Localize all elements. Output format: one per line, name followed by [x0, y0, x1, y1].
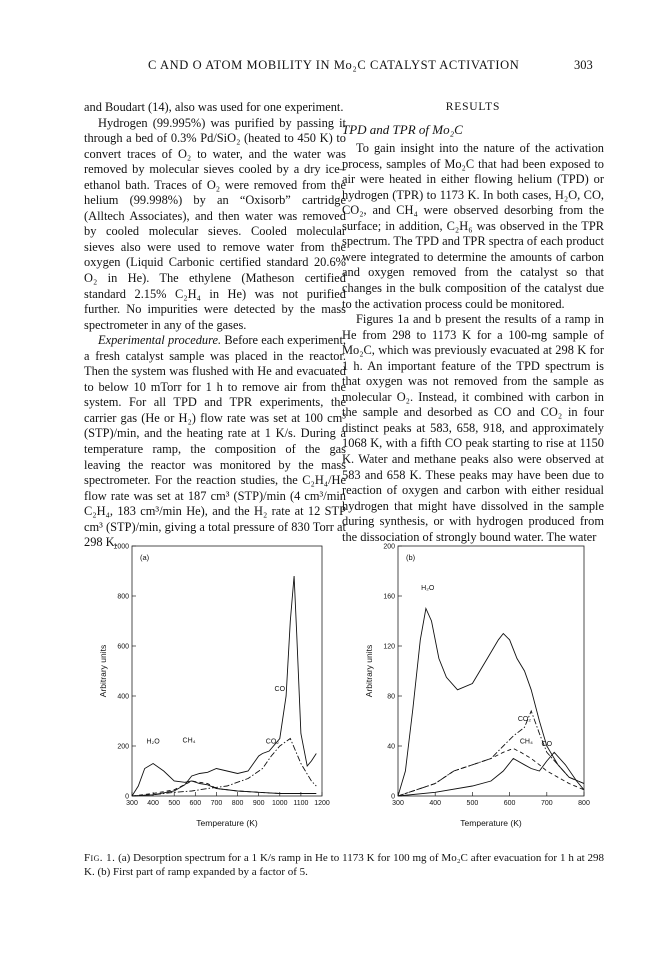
x-axis-label: Temperature (K) — [460, 818, 522, 828]
left-paragraph-1: and Boudart (14), also was used for one experiment. — [84, 100, 344, 114]
caption-label: Fig. 1. — [84, 852, 116, 864]
left-paragraph-3 — [84, 333, 346, 551]
x-tick-label: 700 — [210, 800, 223, 807]
running-title: C AND O ATOM MOBILITY IN Mo₂C CATALYST ACTIVATION — [148, 58, 520, 72]
page-number: 303 — [574, 58, 593, 72]
x-tick-label: 1000 — [271, 800, 288, 807]
y-tick-label: 80 — [387, 693, 395, 701]
y-axis-label: Arbitrary units — [98, 644, 108, 698]
section-heading: RESULTS — [445, 101, 501, 113]
y-tick-label: 40 — [387, 743, 395, 751]
series-label: CO — [274, 686, 286, 693]
series-label: H₂O — [421, 584, 435, 592]
figure-caption — [84, 852, 604, 879]
series-line — [398, 749, 584, 797]
x-tick-label: 400 — [147, 800, 159, 807]
series-label: CO₂ — [265, 738, 279, 746]
series-label: CO — [541, 741, 553, 748]
y-tick-label: 160 — [383, 593, 395, 601]
x-tick-label: 1200 — [314, 800, 330, 807]
x-tick-label: 500 — [466, 800, 479, 807]
y-tick-label: 800 — [117, 593, 129, 601]
right-paragraph-2: Figures 1a and b present the results of a ramp in He from 298 to 1173 K for a 100-mg sample of Mo₂C, which was previously evacuated at 298 K for 1 h. An important feature of the TPD spectrum is that oxygen was not removed from the sample as molecular O₂. Instead, it combined with carbon in the sample and desorbed as CO and CO₂ in four distinct peaks at 583, 658, 918, and approximately 1068 K, with a fifth CO peak starting to rise at 1150 K. Water and methane peaks also were observed at 583 and 658 K. These peaks may have been due to reaction of oxygen and carbon with either residual hydrogen that might have dissolved in the sample during synthesis, or with hydrogen produced from the dissociation of strongly bound water. The water — [342, 312, 604, 544]
y-tick-label: 0 — [125, 793, 129, 801]
series-line — [398, 609, 584, 797]
chart-b — [346, 538, 596, 838]
caption-text: (a) Desorption spectrum for a 1 K/s ramp in He to 1173 K for 100 mg of Mo₂C after evacuation for 1 h at 298 K. (b) First part of ramp expanded by a factor of 5. — [84, 852, 605, 878]
panel-label: (a) — [140, 553, 150, 562]
x-tick-label: 600 — [503, 800, 516, 807]
procedure-text: Before each experiment, a fresh catalyst sample was placed in the reactor. Then the system was flushed with He and evacuated to below 10 mTorr for 1 h to remove air from the system. For all TPD and TPR experiments, the carrier gas (He or H₂) flow rate was set at 100 cm³ (STP)/min, and the heating rate at 1 K/s. During a temperature ramp, the composition of the gas leaving the reactor was monitored by the mass spectrometer. For the reaction studies, the C₂H₄/He flow rate was set at 187 cm³ (STP)/min (4 cm³/min C₂H₄, 183 cm³/min He), and the H₂ rate at 12 STP cm³ (STP)/min, giving a total pressure of 830 Torr at 298 K. — [84, 333, 347, 550]
y-tick-label: 600 — [117, 643, 129, 651]
y-tick-label: 400 — [117, 693, 129, 701]
series-label: CH₄ — [519, 738, 533, 746]
y-axis-label: Arbitrary units — [364, 644, 374, 698]
x-tick-label: 500 — [168, 800, 181, 807]
x-tick-label: 800 — [578, 800, 590, 807]
procedure-heading: Experimental procedure. — [98, 333, 222, 348]
right-paragraph-1: To gain insight into the nature of the activation process, samples of Mo₂C that had been exposed to air were heated in either flowing helium (TPD) or hydrogen (TPR) to 1173 K. In both cases, H₂O, CO, CO₂, and CH₄ were observed desorbing from the surface; in addition, C₂H₆ was observed in the TPR spectrum. The TPD and TPR spectra of each product were integrated to determine the amounts of carbon and oxygen removed from the catalyst so that changes in the bulk composition of the catalyst due to the activation process could be monitored. — [342, 141, 604, 311]
x-tick-label: 300 — [126, 800, 138, 807]
x-tick-label: 400 — [429, 800, 442, 807]
y-tick-label: 1000 — [113, 543, 129, 551]
x-tick-label: 700 — [540, 800, 553, 807]
left-paragraph-2: Hydrogen (99.995%) was purified by passing it through a bed of 0.3% Pd/SiO₂ (heated to 450 K) to convert traces of O₂ to water, and the water was removed by molecular sieves cooled by a dry ice–ethanol bath. Traces of O₂ were removed from the helium (99.998%) by an “Oxisorb” cartridge (Alltech Associates), and then water was removed by cooled molecular sieves. Cooled molecular sieves also were used to remove water from the oxygen (Liquid Carbonic certified standard 20.6% O₂ in He). The ethylene (Matheson certified standard 2.15% C₂H₄ in He) was not purified further. No impurities were detected by the mass spectrometer in any of the gases. — [84, 115, 346, 332]
x-tick-label: 600 — [189, 800, 202, 807]
right-column — [342, 100, 604, 545]
x-axis-label: Temperature (K) — [196, 818, 258, 828]
y-tick-label: 0 — [391, 793, 395, 801]
x-tick-label: 1100 — [293, 800, 309, 807]
series-line — [398, 711, 584, 796]
series-line — [132, 739, 316, 797]
chart-a — [84, 538, 334, 838]
series-label: CO₂ — [517, 716, 532, 723]
series-label: H₂O — [146, 738, 160, 746]
y-tick-label: 200 — [117, 743, 129, 751]
series-line — [132, 576, 316, 796]
series-line — [132, 764, 316, 797]
x-tick-label: 300 — [392, 800, 404, 807]
y-tick-label: 200 — [383, 543, 395, 551]
left-column — [84, 100, 346, 551]
series-label: CH₄ — [182, 737, 196, 745]
x-tick-label: 900 — [252, 800, 265, 807]
y-tick-label: 120 — [383, 643, 395, 651]
x-tick-label: 800 — [231, 800, 244, 807]
panel-label: (b) — [406, 553, 416, 562]
subsection-heading: TPD and TPR of Mo₂C — [342, 121, 463, 137]
running-header — [0, 58, 672, 78]
